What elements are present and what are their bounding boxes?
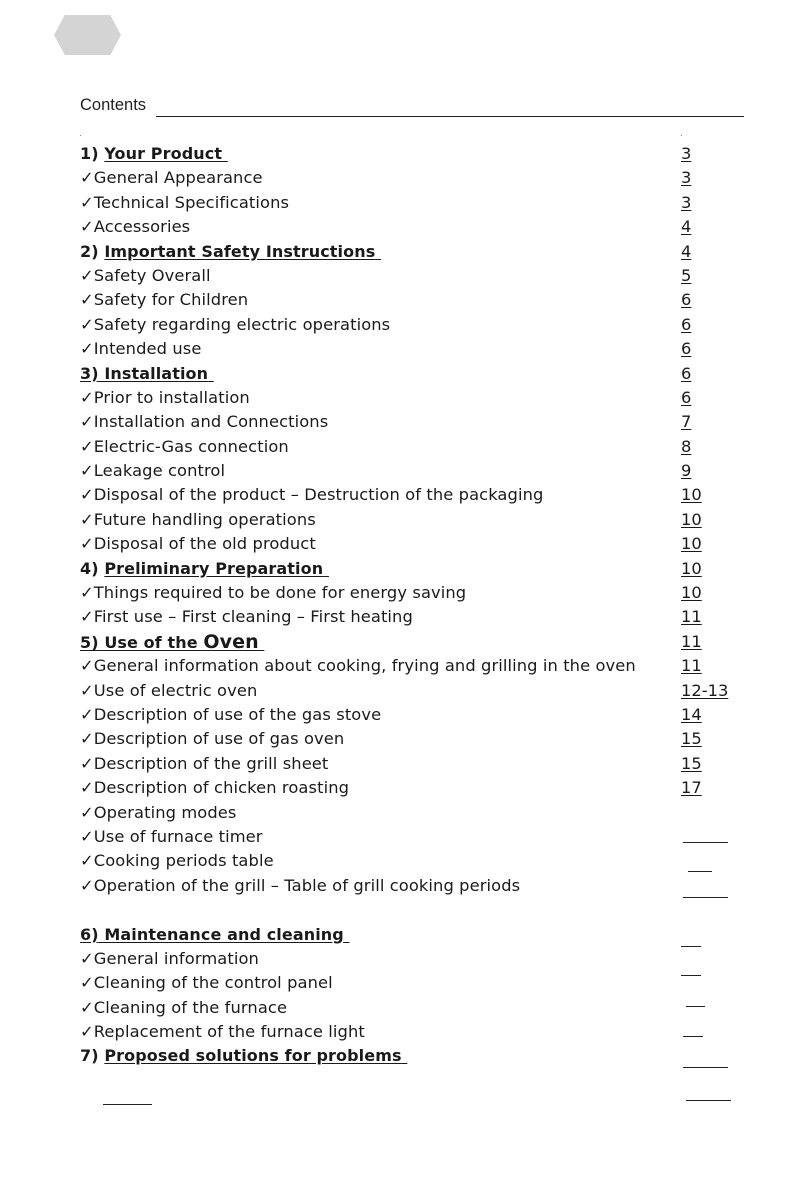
item-title: Leakage control xyxy=(93,461,226,481)
stray-dot-right xyxy=(681,135,682,136)
checkmark-icon: ✓ xyxy=(80,583,94,603)
toc-item[interactable] xyxy=(0,825,794,849)
toc-section[interactable] xyxy=(0,557,794,581)
contents-heading: Contents xyxy=(80,96,147,114)
toc-label xyxy=(80,1022,365,1042)
toc-item[interactable] xyxy=(0,679,794,703)
item-title: Things required to be done for energy saving xyxy=(93,583,467,603)
toc-label xyxy=(80,144,228,164)
toc-section[interactable] xyxy=(0,630,794,654)
toc-item[interactable] xyxy=(0,532,794,556)
toc-label xyxy=(80,705,381,725)
blank-page-line xyxy=(686,1006,705,1007)
toc-item[interactable] xyxy=(0,971,794,995)
item-title: Safety regarding electric operations xyxy=(93,314,391,334)
toc-label xyxy=(80,607,413,627)
item-title: General information xyxy=(93,948,259,968)
toc-label xyxy=(80,827,263,847)
toc-item[interactable] xyxy=(0,727,794,751)
page-number[interactable]: 3 xyxy=(681,168,692,188)
toc-label xyxy=(80,364,214,384)
blank-page-line xyxy=(681,975,701,976)
item-title: Electric-Gas connection xyxy=(93,436,289,456)
stray-dot-left xyxy=(80,135,81,136)
section-number: 2) xyxy=(80,241,99,261)
page-number-badge xyxy=(54,15,121,55)
blank-footer-line xyxy=(103,1104,152,1105)
toc-item[interactable] xyxy=(0,654,794,678)
page-number[interactable]: 6 xyxy=(681,290,692,310)
toc-item[interactable] xyxy=(0,337,794,361)
page-number[interactable]: 6 xyxy=(681,387,692,407)
toc-label xyxy=(80,998,287,1018)
toc-label xyxy=(80,803,236,823)
toc-item[interactable] xyxy=(0,752,794,776)
checkmark-icon: ✓ xyxy=(80,680,94,700)
section-number: 4) xyxy=(80,558,99,578)
section-number: 7) xyxy=(80,1046,99,1066)
item-title: Cleaning of the furnace xyxy=(93,997,288,1017)
toc-label xyxy=(80,290,248,310)
toc-item[interactable] xyxy=(0,386,794,410)
toc-item[interactable] xyxy=(0,435,794,459)
item-title: Use of electric oven xyxy=(93,680,258,700)
page-number[interactable]: 3 xyxy=(681,144,692,163)
toc-item[interactable] xyxy=(0,483,794,507)
page-number[interactable]: 10 xyxy=(681,485,702,505)
checkmark-icon: ✓ xyxy=(80,656,94,676)
page-number[interactable]: 10 xyxy=(681,534,702,554)
checkmark-icon: ✓ xyxy=(80,875,94,895)
checkmark-icon: ✓ xyxy=(80,314,94,334)
item-title: Prior to installation xyxy=(93,387,250,407)
checkmark-icon: ✓ xyxy=(80,168,94,188)
item-title: Description of use of gas oven xyxy=(93,729,345,749)
toc-item[interactable] xyxy=(0,605,794,629)
checkmark-icon: ✓ xyxy=(80,509,94,529)
toc-label xyxy=(80,851,274,871)
checkmark-icon: ✓ xyxy=(80,973,94,993)
toc-item[interactable] xyxy=(0,459,794,483)
toc-label xyxy=(80,315,390,335)
toc-label xyxy=(80,778,349,798)
toc-label xyxy=(80,656,636,676)
toc-item[interactable] xyxy=(0,191,794,215)
item-title: Operation of the grill – Table of grill cooking periods xyxy=(93,875,521,895)
item-title: Safety for Children xyxy=(93,290,249,310)
toc-label xyxy=(80,412,328,432)
toc-section[interactable] xyxy=(0,1044,794,1068)
item-title: Safety Overall xyxy=(93,265,211,285)
toc-item[interactable] xyxy=(0,703,794,727)
page-number[interactable]: 11 xyxy=(681,607,702,627)
blank-page-line xyxy=(681,946,701,947)
section-title: Preliminary Preparation xyxy=(104,558,324,578)
toc-label xyxy=(80,534,316,554)
toc-item[interactable] xyxy=(0,947,794,971)
toc-item[interactable] xyxy=(0,776,794,800)
section-title: Installation xyxy=(98,363,209,383)
item-title: Installation and Connections xyxy=(93,412,329,432)
checkmark-icon: ✓ xyxy=(80,802,94,822)
toc-label xyxy=(80,461,225,481)
page-number[interactable]: 10 xyxy=(681,583,702,603)
toc-section[interactable] xyxy=(0,240,794,264)
toc-item[interactable] xyxy=(0,801,794,825)
toc-item[interactable] xyxy=(0,849,794,873)
blank-page-line xyxy=(686,1100,731,1101)
toc-item[interactable] xyxy=(0,264,794,288)
page-number[interactable]: 10 xyxy=(681,558,702,578)
item-title: General information about cooking, frying and grilling in the oven xyxy=(93,656,636,676)
toc-spacer xyxy=(0,898,794,922)
page-number[interactable]: 11 xyxy=(681,631,702,651)
blank-page-line xyxy=(683,842,728,843)
page-number[interactable]: 9 xyxy=(681,461,692,481)
toc-item[interactable] xyxy=(0,288,794,312)
toc-label xyxy=(80,485,543,505)
toc-label xyxy=(80,583,466,603)
item-title: Replacement of the furnace light xyxy=(93,1022,365,1042)
page-number[interactable]: 12-13 xyxy=(681,680,729,700)
page-number[interactable]: 6 xyxy=(681,339,692,359)
checkmark-icon: ✓ xyxy=(80,436,94,456)
toc-section[interactable] xyxy=(0,362,794,386)
table-of-contents xyxy=(0,142,794,1069)
checkmark-icon: ✓ xyxy=(80,461,94,481)
checkmark-icon: ✓ xyxy=(80,607,94,627)
contents-rule xyxy=(156,116,744,117)
toc-label xyxy=(80,559,329,579)
section-title: Maintenance and cleaning xyxy=(98,924,344,944)
checkmark-icon: ✓ xyxy=(80,826,94,846)
toc-section[interactable] xyxy=(0,142,794,166)
toc-label xyxy=(80,437,289,457)
section-number: 1) xyxy=(80,144,99,163)
checkmark-icon: ✓ xyxy=(80,1022,94,1042)
page-number[interactable]: 14 xyxy=(681,704,702,724)
checkmark-icon: ✓ xyxy=(80,339,94,359)
page-number[interactable]: 15 xyxy=(681,753,702,773)
item-title: Cooking periods table xyxy=(93,851,274,871)
page-number[interactable]: 8 xyxy=(681,436,692,456)
page-number[interactable]: 4 xyxy=(681,217,692,237)
toc-label xyxy=(80,168,263,188)
item-title: Disposal of the product – Destruction of the packaging xyxy=(93,485,544,505)
toc-label xyxy=(80,876,520,896)
checkmark-icon: ✓ xyxy=(80,851,94,871)
item-title: Description of use of the gas stove xyxy=(93,704,382,724)
page-number[interactable]: 15 xyxy=(681,729,702,749)
toc-label xyxy=(80,632,264,653)
checkmark-icon: ✓ xyxy=(80,997,94,1017)
page-number[interactable]: 3 xyxy=(681,192,692,212)
page-number[interactable]: 4 xyxy=(681,241,692,261)
toc-label xyxy=(80,681,257,701)
item-title: Cleaning of the control panel xyxy=(93,973,333,993)
item-title: General Appearance xyxy=(93,168,263,188)
checkmark-icon: ✓ xyxy=(80,729,94,749)
toc-item[interactable] xyxy=(0,874,794,898)
toc-item[interactable] xyxy=(0,1020,794,1044)
checkmark-icon: ✓ xyxy=(80,704,94,724)
toc-item[interactable] xyxy=(0,581,794,605)
item-title: Technical Specifications xyxy=(93,192,290,212)
toc-label xyxy=(80,510,316,530)
toc-item[interactable] xyxy=(0,166,794,190)
section-title: Your Product xyxy=(104,144,223,163)
checkmark-icon: ✓ xyxy=(80,948,94,968)
section-number: 6) xyxy=(80,924,99,944)
page-number[interactable]: 6 xyxy=(681,363,692,383)
checkmark-icon: ✓ xyxy=(80,412,94,432)
item-title: Future handling operations xyxy=(93,509,316,529)
item-title: Operating modes xyxy=(93,802,237,822)
toc-item[interactable] xyxy=(0,996,794,1020)
toc-label xyxy=(80,973,333,993)
toc-label xyxy=(80,949,259,969)
toc-label xyxy=(80,754,328,774)
section-title: Important Safety Instructions xyxy=(104,241,376,261)
item-title: Use of furnace timer xyxy=(93,826,263,846)
checkmark-icon: ✓ xyxy=(80,265,94,285)
checkmark-icon: ✓ xyxy=(80,387,94,407)
item-title: Description of the grill sheet xyxy=(93,753,329,773)
blank-page-line xyxy=(683,1067,728,1068)
page-number[interactable]: 5 xyxy=(681,265,692,285)
checkmark-icon: ✓ xyxy=(80,217,94,237)
toc-label xyxy=(80,729,344,749)
toc-item[interactable] xyxy=(0,410,794,434)
checkmark-icon: ✓ xyxy=(80,192,94,212)
section-number: 5) xyxy=(80,632,99,652)
checkmark-icon: ✓ xyxy=(80,485,94,505)
page-number[interactable]: 11 xyxy=(681,656,702,676)
blank-page-line xyxy=(688,871,712,872)
toc-item[interactable] xyxy=(0,313,794,337)
checkmark-icon: ✓ xyxy=(80,778,94,798)
toc-label xyxy=(80,388,250,408)
item-title: Disposal of the old product xyxy=(93,534,316,554)
section-title: Use of the Oven xyxy=(98,630,259,653)
toc-label xyxy=(80,925,350,945)
toc-label xyxy=(80,193,289,213)
toc-label xyxy=(80,339,201,359)
checkmark-icon: ✓ xyxy=(80,753,94,773)
section-number: 3) xyxy=(80,363,99,383)
toc-label xyxy=(80,1046,407,1066)
toc-label xyxy=(80,217,190,237)
checkmark-icon: ✓ xyxy=(80,534,94,554)
toc-item[interactable] xyxy=(0,508,794,532)
toc-label xyxy=(80,266,211,286)
item-title: Description of chicken roasting xyxy=(93,778,350,798)
section-title: Proposed solutions for problems xyxy=(104,1046,402,1066)
page-number[interactable]: 10 xyxy=(681,509,702,529)
toc-section[interactable] xyxy=(0,923,794,947)
toc-item[interactable] xyxy=(0,215,794,239)
item-title: Accessories xyxy=(93,217,191,237)
item-title: Intended use xyxy=(93,339,202,359)
page-number[interactable]: 7 xyxy=(681,412,692,432)
page-number[interactable]: 6 xyxy=(681,314,692,334)
item-title: First use – First cleaning – First heating xyxy=(93,607,413,627)
blank-page-line xyxy=(683,897,728,898)
toc-label xyxy=(80,242,381,262)
checkmark-icon: ✓ xyxy=(80,290,94,310)
blank-page-line xyxy=(683,1036,703,1037)
page-number[interactable]: 17 xyxy=(681,778,702,798)
